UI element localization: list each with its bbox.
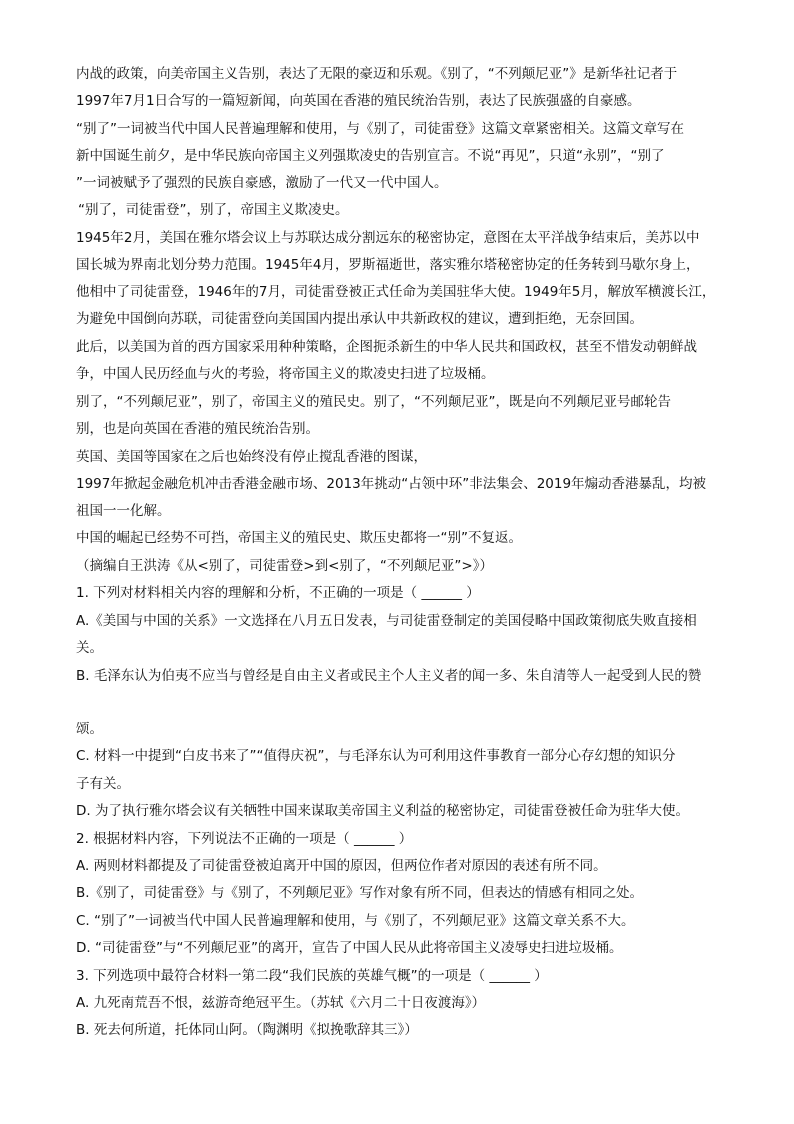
question-3-stem: 3. 下列选项中最符合材料一第二段“我们民族的英雄气概”的一项是（ ______ ） xyxy=(76,968,548,984)
text-line: 内战的政策，向美帝国主义告别，表达了无限的豪迈和乐观。《别了，“不列颠尼亚”》是新华社记者于 xyxy=(76,66,678,82)
text-line: 别，也是向英国在香港的殖民统治告别。 xyxy=(76,421,319,437)
question-2-option-a: A. 两则材料都提及了司徒雷登被迫离开中国的原因，但两位作者对原因的表述有所不同。 xyxy=(76,858,607,874)
question-1-option-c-cont: 子有关。 xyxy=(76,776,130,792)
text-line: 国长城为界南北划分势力范围。1945年4月，罗斯福逝世，落实雅尔塔秘密协定的任务转到马歇尔身上， xyxy=(76,257,700,273)
text-line: “别了，司徒雷登”，别了，帝国主义欺凌史。 xyxy=(78,202,349,218)
text-line: 1997年掀起金融危机冲击香港金融市场、2013年挑动“占领中环”非法集会、2019年煽动香港暴乱，均被 xyxy=(76,476,707,492)
text-line: 此后，以美国为首的西方国家采用种种策略，企图扼杀新生的中华人民共和国政权，甚至不惜发动朝鲜战 xyxy=(76,339,697,355)
text-line: 英国、美国等国家在之后也始终没有停止搅乱香港的图谋， xyxy=(76,449,427,465)
question-1-option-d: D. 为了执行雅尔塔会议有关牺牲中国来谋取美帝国主义利益的秘密协定，司徒雷登被任命为驻华大使。 xyxy=(76,803,689,819)
text-line: ”一词被赋予了强烈的民族自豪感，激励了一代又一代中国人。 xyxy=(76,175,448,191)
question-2-option-d: D. “司徒雷登”与“不列颠尼亚”的离开，宣告了中国人民从此将帝国主义凌辱史扫进垃圾桶。 xyxy=(76,940,623,956)
text-line: “别了”一词被当代中国人民普遍理解和使用，与《别了，司徒雷登》这篇文章紧密相关。这篇文章写在 xyxy=(76,121,684,137)
text-line: 中国的崛起已经势不可挡，帝国主义的殖民史、欺压史都将一“别”不复返。 xyxy=(76,530,522,546)
question-2-option-c: C. “别了”一词被当代中国人民普遍理解和使用，与《别了，不列颠尼亚》这篇文章关系不大。 xyxy=(76,913,635,929)
question-2-option-b: B.《别了，司徒雷登》与《别了，不列颠尼亚》写作对象有所不同，但表达的情感有相同之处。 xyxy=(76,885,644,901)
source-citation: （摘编自王洪涛《从<别了，司徒雷登>到<别了，“不列颠尼亚”>》） xyxy=(76,558,493,574)
question-3-option-b: B. 死去何所道，托体同山阿。（陶渊明《拟挽歌辞其三》） xyxy=(76,1022,418,1038)
text-line: 新中国诞生前夕，是中华民族向帝国主义列强欺凌史的告别宣言。不说“再见”，只道“永别”，“别了 xyxy=(76,148,665,164)
question-1-option-c: C. 材料一中提到“白皮书来了”“值得庆祝”，与毛泽东认为可利用这件事教育一部分心存幻想的知识分 xyxy=(76,748,676,764)
question-3-option-a: A. 九死南荒吾不恨，兹游奇绝冠平生。（苏轼《六月二十日夜渡海》） xyxy=(76,995,486,1011)
text-line: 为避免中国倒向苏联，司徒雷登向美国国内提出承认中共新政权的建议，遭到拒绝，无奈回国。 xyxy=(76,311,643,327)
text-line: 他相中了司徒雷登，1946年的7月，司徒雷登被正式任命为美国驻华大使。1949年5月，解放军横渡长江， xyxy=(76,284,716,300)
question-1-option-a-cont: 关。 xyxy=(76,640,103,656)
text-line: 1997年7月1日合写的一篇短新闻，向英国在香港的殖民统治告别，表达了民族强盛的自豪感。 xyxy=(76,93,641,109)
question-1-option-b: B. 毛泽东认为伯夷不应当与曾经是自由主义者或民主个人主义者的闻一多、朱自清等人一起受到人民的赞 xyxy=(76,668,702,684)
question-1-option-b-cont: 颂。 xyxy=(76,721,103,737)
text-line: 1945年2月，美国在雅尔塔会议上与苏联达成分割远东的秘密协定，意图在太平洋战争结束后，美苏以中 xyxy=(76,230,700,246)
text-line: 祖国一一化解。 xyxy=(76,503,171,519)
text-line: 别了，“不列颠尼亚”，别了，帝国主义的殖民史。别了，“不列颠尼亚”，既是向不列颠尼亚号邮轮告 xyxy=(76,394,671,410)
text-line: 争，中国人民历经血与火的考验，将帝国主义的欺凌史扫进了垃圾桶。 xyxy=(76,366,495,382)
question-1-option-a: A.《美国与中国的关系》一文选择在八月五日发表，与司徒雷登制定的美国侵略中国政策彻底失败直接相 xyxy=(76,613,697,629)
question-1-stem: 1. 下列对材料相关内容的理解和分析，不正确的一项是（ ______ ） xyxy=(76,585,480,601)
question-2-stem: 2. 根据材料内容，下列说法不正确的一项是（ ______ ） xyxy=(76,831,413,847)
